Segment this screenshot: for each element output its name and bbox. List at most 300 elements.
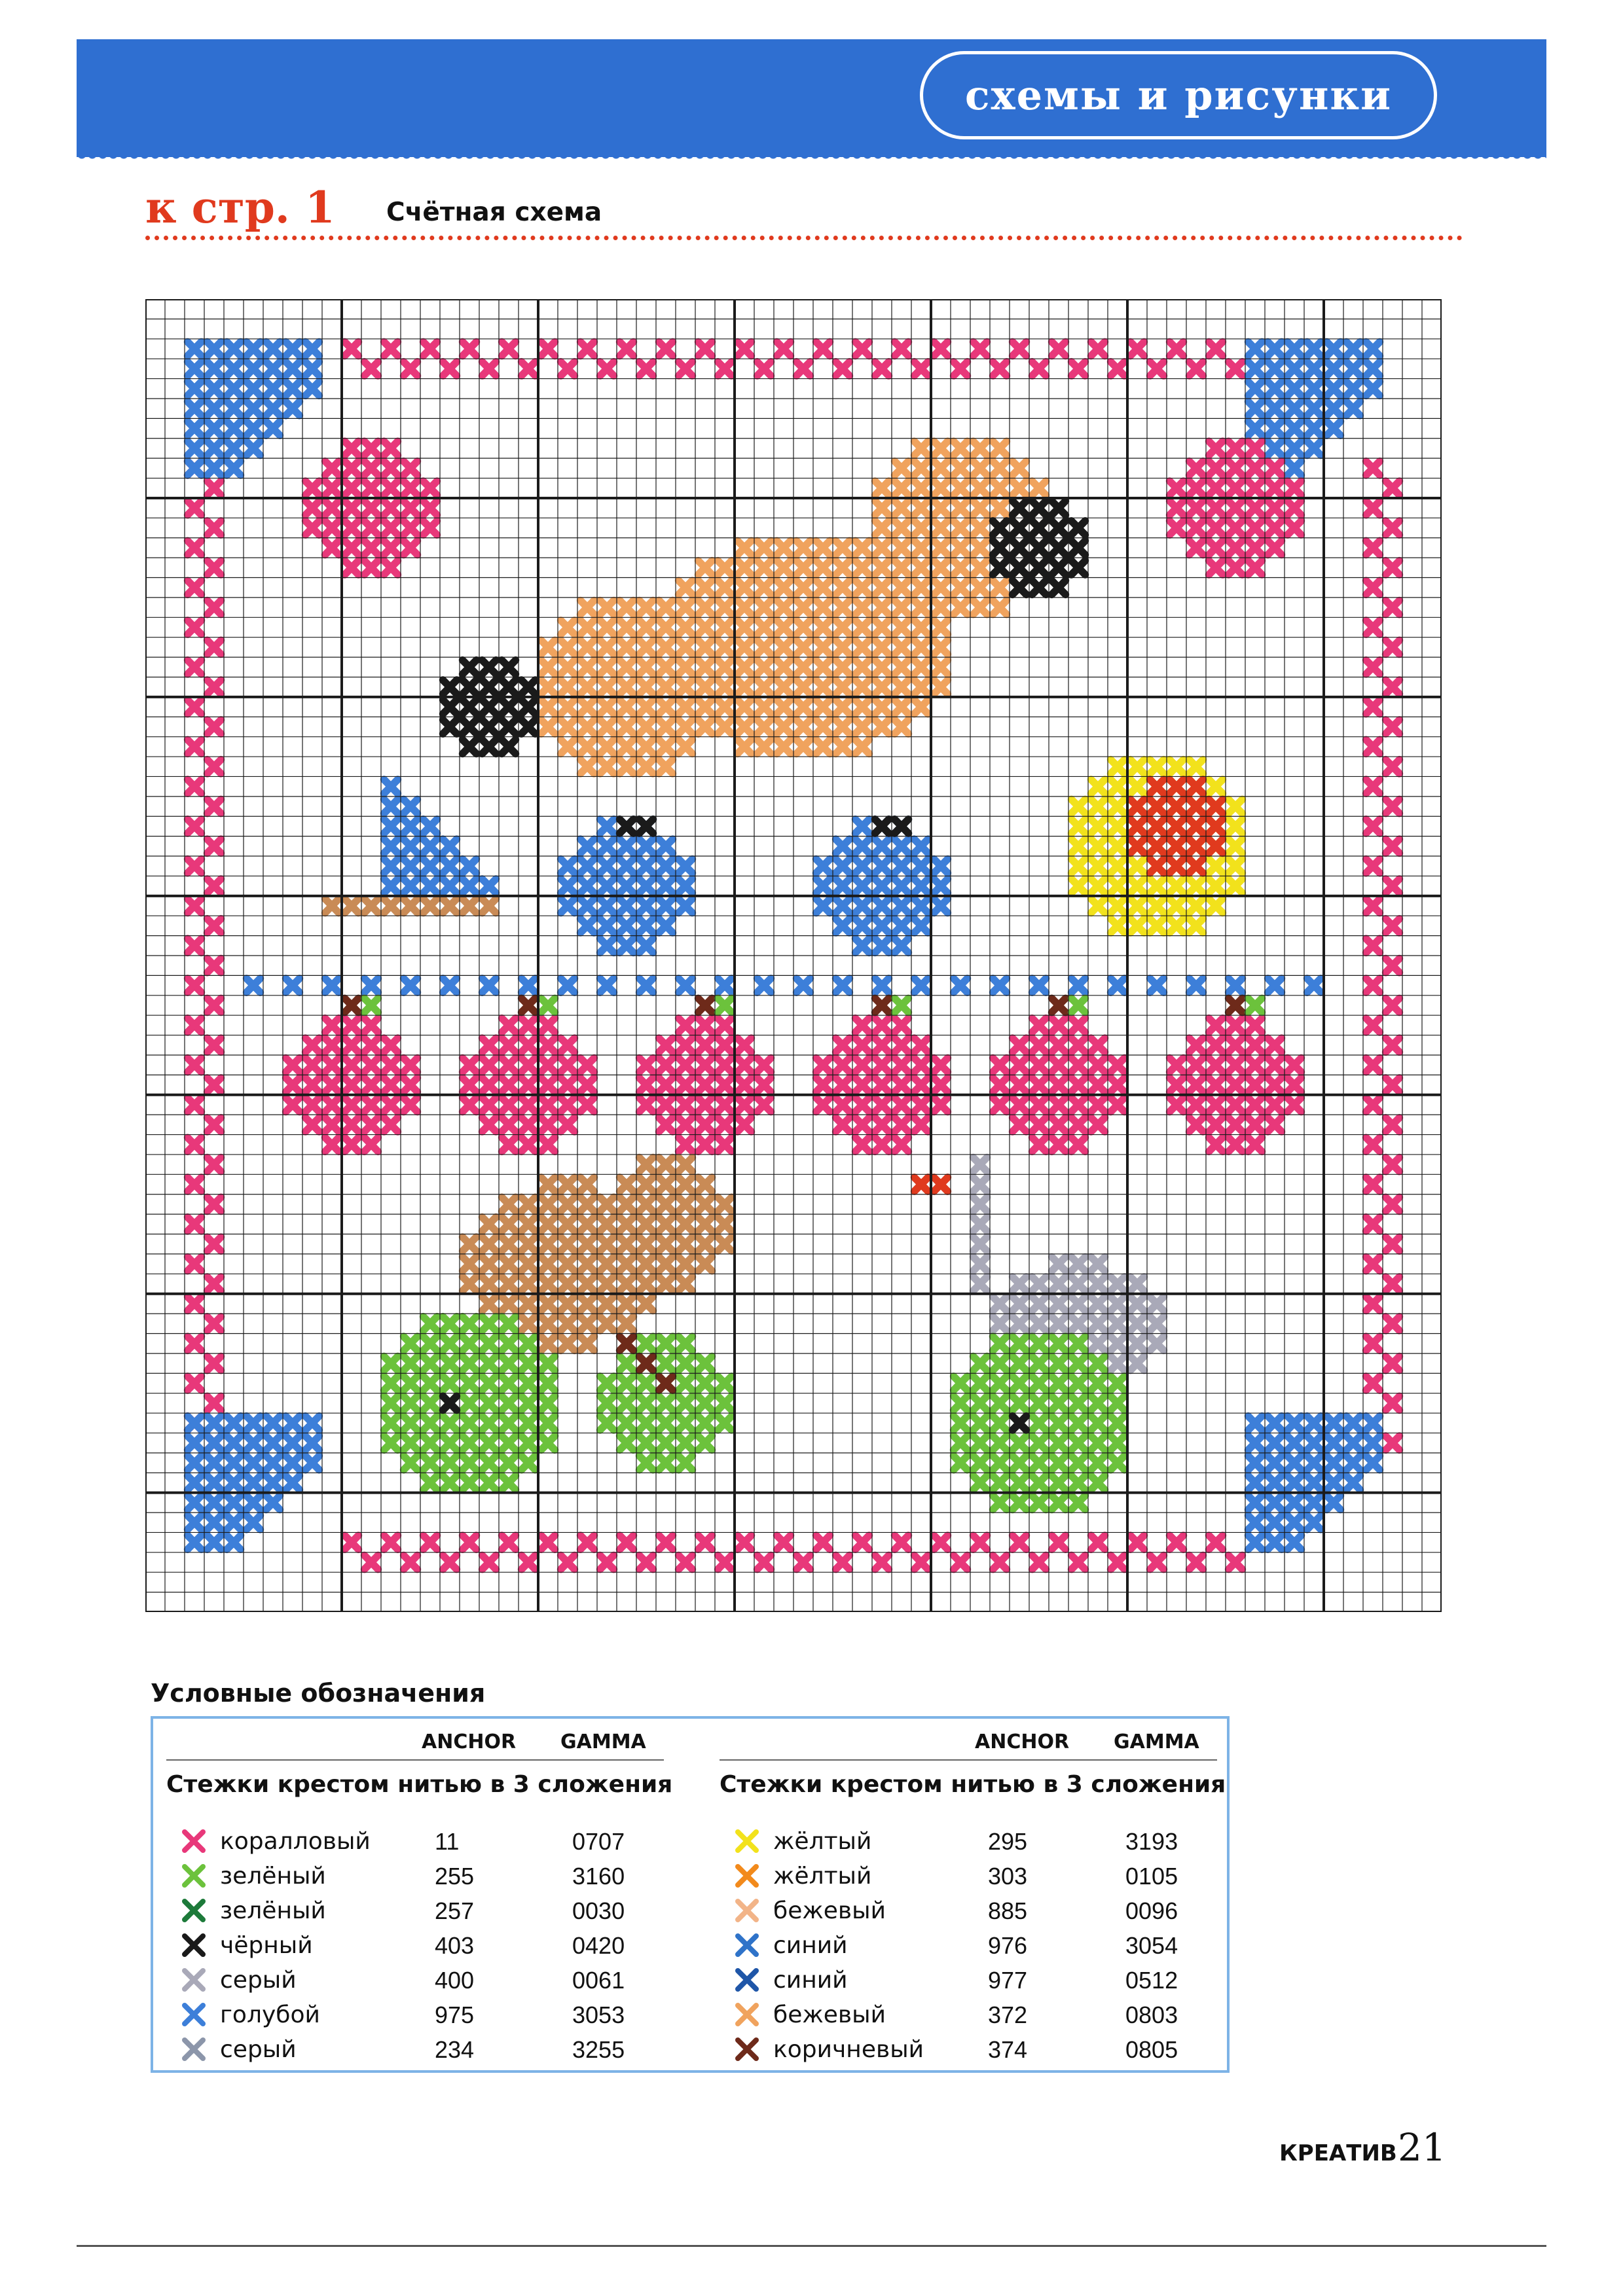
stitch-mark — [1072, 1336, 1085, 1350]
stitch-mark — [561, 700, 575, 713]
legend-subheading: Стежки крестом нитью в 3 сложения — [720, 1771, 1226, 1798]
stitch-mark — [738, 1058, 752, 1071]
stitch-mark — [384, 541, 398, 554]
stitch-mark — [188, 660, 202, 674]
anchor-code: 372 — [988, 2001, 1028, 2028]
stitch-mark — [1268, 541, 1282, 554]
stitch-mark — [954, 1436, 968, 1450]
legend-row — [179, 1965, 677, 2000]
stitch-mark — [1268, 521, 1282, 535]
stitch-mark — [208, 362, 221, 376]
stitch-mark — [502, 1217, 516, 1231]
stitch-mark — [345, 1138, 359, 1151]
cross-stitch-icon — [733, 1896, 761, 1925]
stitch-mark — [384, 561, 398, 575]
gamma-code: 0512 — [1125, 1967, 1178, 1994]
stitch-mark — [836, 740, 850, 753]
stitch-mark — [915, 1177, 928, 1191]
stitch-mark — [659, 700, 673, 713]
gamma-code: 0105 — [1125, 1863, 1178, 1890]
stitch-mark — [718, 1416, 732, 1430]
stitch-mark — [188, 1217, 202, 1231]
stitch-mark — [188, 1257, 202, 1270]
stitch-mark — [188, 541, 202, 554]
stitch-mark — [954, 1555, 968, 1569]
stitch-mark — [1386, 959, 1400, 973]
stitch-mark — [286, 401, 300, 415]
stitch-mark — [875, 899, 889, 912]
stitch-mark — [1111, 819, 1125, 833]
stitch-mark — [738, 1118, 752, 1132]
stitch-mark — [1150, 978, 1164, 992]
stitch-mark — [620, 1317, 634, 1331]
stitch-mark — [1249, 1058, 1262, 1071]
stitch-mark — [875, 1118, 889, 1132]
stitch-mark — [895, 899, 909, 912]
stitch-mark — [875, 1078, 889, 1092]
stitch-mark — [600, 1317, 614, 1331]
stitch-mark — [1032, 1396, 1046, 1410]
stitch-mark — [1209, 1098, 1223, 1111]
stitch-mark — [974, 1436, 987, 1450]
stitch-mark — [836, 1555, 850, 1569]
stitch-mark — [1013, 541, 1027, 554]
cross-stitch-icon — [733, 1931, 761, 1960]
stitch-mark — [365, 1138, 378, 1151]
stitch-mark — [502, 1058, 516, 1071]
section-label: схемы и рисунки — [920, 51, 1437, 139]
stitch-mark — [856, 1118, 869, 1132]
stitch-mark — [188, 780, 202, 793]
stitch-mark — [1052, 1535, 1066, 1549]
stitch-mark — [974, 1356, 987, 1370]
stitch-mark — [974, 1217, 987, 1231]
stitch-mark — [836, 859, 850, 873]
stitch-mark — [1347, 382, 1360, 395]
stitch-mark — [836, 700, 850, 713]
stitch-mark — [1013, 481, 1027, 495]
stitch-mark — [797, 660, 811, 674]
stitch-mark — [679, 362, 693, 376]
stitch-mark — [1288, 1098, 1302, 1111]
stitch-mark — [1150, 799, 1164, 813]
stitch-mark — [993, 461, 1007, 475]
stitch-mark — [404, 1356, 418, 1370]
stitch-mark — [915, 521, 928, 535]
stitch-mark — [541, 1078, 555, 1092]
stitch-mark — [659, 1197, 673, 1211]
thread-name: синий — [773, 1967, 848, 1994]
stitch-mark — [934, 1177, 948, 1191]
stitch-mark — [679, 1138, 693, 1151]
stitch-mark — [1268, 1516, 1282, 1530]
stitch-mark — [679, 1356, 693, 1370]
legend-row — [733, 1827, 1230, 1861]
stitch-mark — [915, 1078, 928, 1092]
stitch-mark — [659, 1277, 673, 1291]
stitch-mark — [699, 640, 712, 654]
stitch-mark — [797, 1555, 811, 1569]
stitch-mark — [365, 899, 378, 912]
stitch-mark — [1190, 859, 1203, 873]
stitch-mark — [757, 1098, 771, 1111]
stitch-mark — [1386, 879, 1400, 893]
stitch-mark — [247, 441, 261, 455]
stitch-mark — [1072, 799, 1085, 813]
stitch-mark — [836, 1038, 850, 1052]
stitch-mark — [561, 620, 575, 634]
stitch-mark — [1170, 859, 1184, 873]
stitch-mark — [188, 1376, 202, 1390]
gamma-code: 3054 — [1125, 1932, 1178, 1959]
stitch-mark — [365, 541, 378, 554]
stitch-mark — [1366, 1058, 1380, 1071]
stitch-mark — [1386, 998, 1400, 1012]
stitch-mark — [384, 1535, 398, 1549]
stitch-mark — [1288, 1436, 1302, 1450]
stitch-mark — [993, 1555, 1007, 1569]
stitch-mark — [208, 401, 221, 415]
stitch-mark — [306, 1416, 319, 1430]
stitch-mark — [620, 1217, 634, 1231]
stitch-mark — [581, 1078, 594, 1092]
stitch-mark — [1091, 1336, 1105, 1350]
stitch-mark — [993, 1496, 1007, 1509]
stitch-mark — [1170, 819, 1184, 833]
stitch-mark — [502, 1297, 516, 1310]
stitch-mark — [993, 1476, 1007, 1490]
thread-name: синий — [773, 1932, 848, 1959]
stitch-mark — [1131, 1336, 1144, 1350]
stitch-mark — [541, 1138, 555, 1151]
stitch-mark — [1032, 581, 1046, 594]
stitch-mark — [718, 680, 732, 694]
cross-stitch-icon — [733, 1861, 761, 1890]
stitch-mark — [1170, 501, 1184, 514]
stitch-mark — [1072, 1297, 1085, 1310]
stitch-mark — [1150, 839, 1164, 853]
stitch-mark — [483, 1555, 496, 1569]
stitch-mark — [1190, 839, 1203, 853]
stitch-mark — [1366, 978, 1380, 992]
stitch-mark — [1209, 541, 1223, 554]
stitch-mark — [875, 561, 889, 575]
stitch-mark — [365, 461, 378, 475]
stitch-mark — [227, 1496, 241, 1509]
stitch-mark — [600, 1416, 614, 1430]
stitch-mark — [640, 919, 653, 933]
stitch-mark — [816, 899, 830, 912]
stitch-mark — [404, 541, 418, 554]
stitch-mark — [1072, 1018, 1085, 1032]
stitch-mark — [541, 700, 555, 713]
stitch-mark — [325, 899, 339, 912]
stitch-mark — [954, 481, 968, 495]
stitch-mark — [502, 700, 516, 713]
stitch-mark — [1268, 1496, 1282, 1509]
stitch-mark — [934, 342, 948, 355]
stitch-mark — [1052, 1416, 1066, 1430]
stitch-mark — [718, 1396, 732, 1410]
stitch-mark — [208, 1078, 221, 1092]
stitch-mark — [640, 1396, 653, 1410]
thread-name: жёлтый — [773, 1863, 872, 1890]
stitch-mark — [895, 620, 909, 634]
stitch-mark — [895, 481, 909, 495]
stitch-mark — [699, 1038, 712, 1052]
stitch-mark — [443, 720, 457, 734]
stitch-mark — [1268, 1098, 1282, 1111]
stitch-mark — [247, 978, 261, 992]
anchor-code: 975 — [435, 2001, 475, 2028]
stitch-mark — [1268, 342, 1282, 355]
stitch-mark — [856, 600, 869, 614]
stitch-mark — [1052, 1297, 1066, 1310]
stitch-mark — [463, 660, 477, 674]
stitch-mark — [1013, 1436, 1027, 1450]
gamma-code: 0707 — [572, 1828, 625, 1855]
stitch-mark — [954, 501, 968, 514]
stitch-mark — [1249, 382, 1262, 395]
stitch-mark — [483, 680, 496, 694]
stitch-mark — [600, 859, 614, 873]
stitch-mark — [581, 660, 594, 674]
stitch-mark — [1091, 1038, 1105, 1052]
stitch-mark — [483, 1297, 496, 1310]
stitch-mark — [325, 541, 339, 554]
stitch-mark — [247, 382, 261, 395]
stitch-mark — [954, 581, 968, 594]
stitch-mark — [974, 1277, 987, 1291]
stitch-mark — [1288, 1416, 1302, 1430]
stitch-mark — [384, 501, 398, 514]
stitch-mark — [1170, 879, 1184, 893]
stitch-mark — [915, 362, 928, 376]
stitch-mark — [836, 1118, 850, 1132]
stitch-mark — [463, 1257, 477, 1270]
stitch-mark — [1288, 1535, 1302, 1549]
stitch-mark — [561, 1038, 575, 1052]
stitch-mark — [325, 461, 339, 475]
stitch-mark — [679, 1257, 693, 1270]
stitch-mark — [640, 700, 653, 713]
stitch-mark — [1366, 1336, 1380, 1350]
stitch-mark — [1032, 561, 1046, 575]
stitch-mark — [1366, 1177, 1380, 1191]
stitch-mark — [640, 1237, 653, 1251]
stitch-mark — [875, 660, 889, 674]
stitch-mark — [424, 342, 437, 355]
cross-stitch-icon — [179, 1931, 208, 1960]
stitch-mark — [679, 1436, 693, 1450]
stitch-mark — [1032, 1336, 1046, 1350]
stitch-mark — [247, 401, 261, 415]
thread-name: зелёный — [220, 1863, 326, 1890]
stitch-mark — [502, 1476, 516, 1490]
stitch-mark — [659, 760, 673, 774]
stitch-mark — [640, 660, 653, 674]
stitch-mark — [365, 1038, 378, 1052]
stitch-mark — [620, 342, 634, 355]
stitch-mark — [247, 1516, 261, 1530]
stitch-mark — [679, 1396, 693, 1410]
stitch-mark — [581, 620, 594, 634]
stitch-mark — [208, 521, 221, 535]
stitch-mark — [522, 978, 536, 992]
stitch-mark — [208, 998, 221, 1012]
stitch-mark — [424, 899, 437, 912]
stitch-mark — [188, 1456, 202, 1469]
stitch-mark — [679, 720, 693, 734]
stitch-mark — [1052, 998, 1066, 1012]
stitch-mark — [620, 600, 634, 614]
stitch-mark — [1170, 1535, 1184, 1549]
stitch-mark — [679, 1416, 693, 1430]
stitch-mark — [561, 1336, 575, 1350]
stitch-mark — [1249, 998, 1262, 1012]
stitch-mark — [1032, 1118, 1046, 1132]
stitch-mark — [797, 541, 811, 554]
stitch-mark — [1327, 342, 1341, 355]
stitch-mark — [424, 1416, 437, 1430]
stitch-mark — [856, 1038, 869, 1052]
stitch-mark — [659, 1118, 673, 1132]
stitch-mark — [659, 740, 673, 753]
stitch-mark — [816, 581, 830, 594]
stitch-mark — [718, 1217, 732, 1231]
stitch-mark — [836, 1058, 850, 1071]
stitch-mark — [581, 1058, 594, 1071]
stitch-mark — [541, 1436, 555, 1450]
stitch-mark — [384, 1098, 398, 1111]
stitch-mark — [522, 1257, 536, 1270]
thread-name: серый — [220, 1967, 297, 1994]
stitch-mark — [895, 879, 909, 893]
stitch-mark — [993, 1058, 1007, 1071]
stitch-mark — [895, 1098, 909, 1111]
stitch-mark — [1229, 1098, 1243, 1111]
stitch-mark — [1327, 1476, 1341, 1490]
stitch-mark — [502, 1118, 516, 1132]
stitch-mark — [797, 561, 811, 575]
stitch-mark — [365, 1078, 378, 1092]
stitch-mark — [1288, 501, 1302, 514]
stitch-mark — [699, 1177, 712, 1191]
stitch-mark — [384, 1058, 398, 1071]
stitch-mark — [404, 978, 418, 992]
stitch-mark — [404, 501, 418, 514]
stitch-mark — [404, 1416, 418, 1430]
stitch-mark — [1249, 461, 1262, 475]
stitch-mark — [1209, 780, 1223, 793]
stitch-mark — [934, 859, 948, 873]
anchor-code: 403 — [435, 1932, 475, 1959]
stitch-mark — [738, 640, 752, 654]
stitch-mark — [1249, 362, 1262, 376]
stitch-mark — [1052, 1456, 1066, 1469]
stitch-mark — [1190, 760, 1203, 774]
stitch-mark — [875, 640, 889, 654]
stitch-mark — [483, 1237, 496, 1251]
stitch-mark — [266, 342, 280, 355]
stitch-mark — [581, 1197, 594, 1211]
stitch-mark — [856, 1535, 869, 1549]
stitch-mark — [1072, 1376, 1085, 1390]
stitch-mark — [954, 362, 968, 376]
stitch-mark — [1268, 1535, 1282, 1549]
stitch-mark — [875, 720, 889, 734]
stitch-mark — [640, 1277, 653, 1291]
stitch-mark — [1327, 1456, 1341, 1469]
stitch-mark — [247, 1496, 261, 1509]
stitch-mark — [718, 362, 732, 376]
stitch-mark — [699, 620, 712, 634]
gamma-code: 0061 — [572, 1967, 625, 1994]
stitch-mark — [227, 1456, 241, 1469]
stitch-mark — [915, 441, 928, 455]
stitch-mark — [1131, 819, 1144, 833]
stitch-mark — [1327, 362, 1341, 376]
stitch-mark — [1131, 839, 1144, 853]
stitch-mark — [816, 1078, 830, 1092]
stitch-mark — [443, 978, 457, 992]
stitch-mark — [640, 740, 653, 753]
stitch-mark — [1190, 1058, 1203, 1071]
stitch-mark — [581, 700, 594, 713]
stitch-mark — [915, 660, 928, 674]
anchor-code: 885 — [988, 1897, 1028, 1924]
stitch-mark — [561, 859, 575, 873]
stitch-mark — [188, 1138, 202, 1151]
stitch-mark — [1386, 919, 1400, 933]
stitch-mark — [1091, 799, 1105, 813]
stitch-mark — [463, 1356, 477, 1370]
stitch-mark — [679, 879, 693, 893]
stitch-mark — [659, 1078, 673, 1092]
stitch-mark — [1013, 1376, 1027, 1390]
stitch-mark — [483, 740, 496, 753]
stitch-mark — [1032, 1456, 1046, 1469]
stitch-mark — [502, 1535, 516, 1549]
stitch-mark — [1032, 1098, 1046, 1111]
stitch-mark — [227, 382, 241, 395]
stitch-mark — [1032, 1078, 1046, 1092]
stitch-mark — [699, 998, 712, 1012]
stitch-mark — [1229, 978, 1243, 992]
stitch-mark — [1072, 998, 1085, 1012]
stitch-mark — [1072, 1476, 1085, 1490]
stitch-mark — [1307, 441, 1321, 455]
stitch-mark — [1091, 1456, 1105, 1469]
stitch-mark — [954, 1456, 968, 1469]
stitch-mark — [620, 660, 634, 674]
stitch-mark — [993, 1078, 1007, 1092]
gamma-code: 3193 — [1125, 1828, 1178, 1855]
stitch-mark — [325, 1118, 339, 1132]
header-rule — [166, 1759, 664, 1761]
stitch-mark — [502, 1416, 516, 1430]
stitch-mark — [345, 1078, 359, 1092]
stitch-mark — [286, 1098, 300, 1111]
stitch-mark — [1072, 859, 1085, 873]
anchor-code: 977 — [988, 1967, 1028, 1994]
stitch-mark — [856, 939, 869, 952]
stitch-mark — [345, 899, 359, 912]
stitch-mark — [1072, 561, 1085, 575]
stitch-mark — [325, 1058, 339, 1071]
stitch-mark — [974, 1416, 987, 1430]
stitch-mark — [581, 1535, 594, 1549]
